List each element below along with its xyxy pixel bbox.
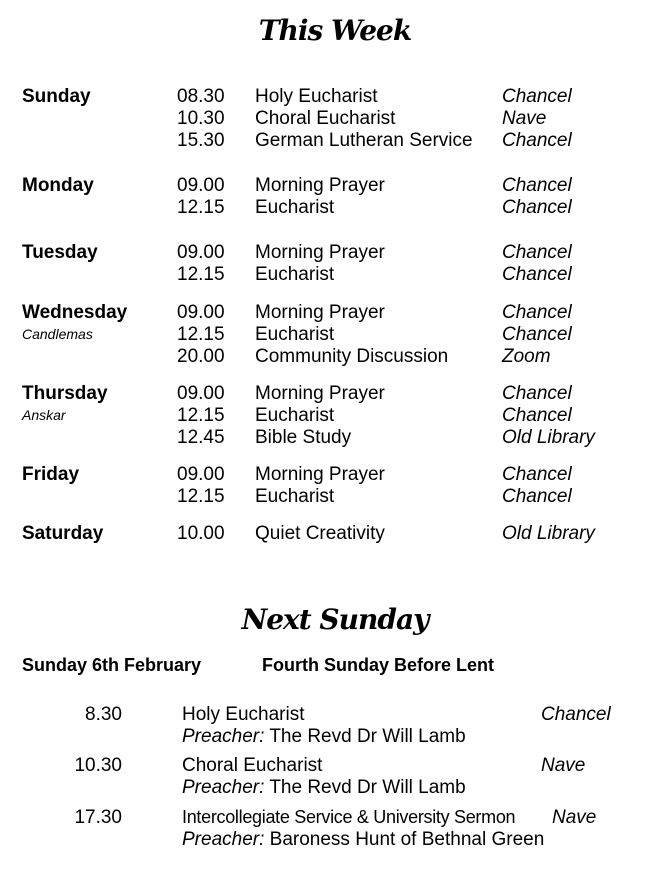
service-location: Chancel (502, 324, 572, 345)
service-time: 8.30 (85, 704, 122, 725)
service-location: Chancel (502, 242, 572, 263)
service-name: Morning Prayer (255, 383, 385, 404)
service-location: Chancel (541, 704, 611, 725)
service-location: Zoom (502, 346, 551, 367)
service-time: 09.00 (177, 383, 225, 404)
day-name: Thursday (22, 383, 108, 404)
service-time: 09.00 (177, 175, 225, 196)
service-name: Choral Eucharist (182, 755, 323, 776)
preacher-line (182, 777, 466, 799)
service-name: Intercollegiate Service & University Sermon (182, 807, 516, 827)
service-time: 09.00 (177, 242, 225, 263)
service-name: Eucharist (255, 405, 335, 426)
service-name: Morning Prayer (255, 175, 385, 196)
service-location: Old Library (502, 427, 595, 448)
service-time: 20.00 (177, 346, 225, 367)
service-time: 17.30 (74, 807, 122, 828)
service-location: Chancel (502, 130, 572, 151)
service-time: 15.30 (177, 130, 225, 151)
service-location: Nave (541, 755, 586, 776)
service-name: Eucharist (255, 486, 335, 507)
day-name: Sunday (22, 86, 91, 107)
preacher-line (182, 829, 544, 851)
service-time: 12.15 (177, 486, 225, 507)
feast-day: Anskar (22, 407, 66, 423)
service-name: Choral Eucharist (255, 108, 396, 129)
service-time: 12.45 (177, 427, 225, 448)
service-name: Eucharist (255, 197, 335, 218)
service-name: Community Discussion (255, 346, 449, 367)
service-time: 12.15 (177, 324, 225, 345)
service-location: Chancel (502, 197, 572, 218)
service-name: Eucharist (255, 264, 335, 285)
day-name: Monday (22, 175, 94, 196)
service-name: Holy Eucharist (255, 86, 378, 107)
day-name: Saturday (22, 523, 104, 544)
preacher-name: Baroness Hunt of Bethnal Green (269, 829, 545, 850)
service-time: 12.15 (177, 264, 225, 285)
day-name: Friday (22, 464, 80, 485)
next-sunday-occasion: Fourth Sunday Before Lent (262, 655, 495, 675)
service-time: 10.30 (177, 108, 225, 129)
service-name: Morning Prayer (255, 242, 385, 263)
preacher-label: Preacher: (182, 777, 265, 798)
day-name: Wednesday (22, 302, 128, 323)
service-name: Quiet Creativity (255, 523, 385, 544)
service-name: Bible Study (255, 427, 352, 448)
service-name: Eucharist (255, 324, 335, 345)
service-name: Morning Prayer (255, 302, 385, 323)
preacher-name: The Revd Dr Will Lamb (269, 777, 466, 798)
preacher-name: The Revd Dr Will Lamb (269, 726, 466, 747)
service-location: Old Library (502, 523, 595, 544)
service-time: 09.00 (177, 464, 225, 485)
service-name: Holy Eucharist (182, 704, 305, 725)
service-location: Chancel (502, 405, 572, 426)
service-location: Nave (502, 108, 547, 129)
service-location: Chancel (502, 302, 572, 323)
this-week-title: This Week (258, 14, 412, 47)
preacher-label: Preacher: (182, 829, 265, 850)
next-sunday-date: Sunday 6th February (22, 655, 202, 675)
service-name: German Lutheran Service (255, 130, 473, 151)
service-location: Chancel (502, 86, 572, 107)
service-time: 10.30 (74, 755, 122, 776)
service-location: Chancel (502, 264, 572, 285)
preacher-label: Preacher: (182, 726, 265, 747)
service-location: Chancel (502, 464, 572, 485)
service-name: Morning Prayer (255, 464, 385, 485)
service-location: Chancel (502, 175, 572, 196)
service-location: Nave (552, 807, 597, 828)
service-time: 12.15 (177, 405, 225, 426)
service-time: 09.00 (177, 302, 225, 323)
service-time: 08.30 (177, 86, 225, 107)
service-time: 12.15 (177, 197, 225, 218)
service-time: 10.00 (177, 523, 225, 544)
day-name: Tuesday (22, 242, 98, 263)
preacher-line (182, 726, 466, 748)
next-sunday-title: Next Sunday (241, 603, 429, 636)
feast-day: Candlemas (22, 326, 93, 342)
service-location: Chancel (502, 486, 572, 507)
service-location: Chancel (502, 383, 572, 404)
